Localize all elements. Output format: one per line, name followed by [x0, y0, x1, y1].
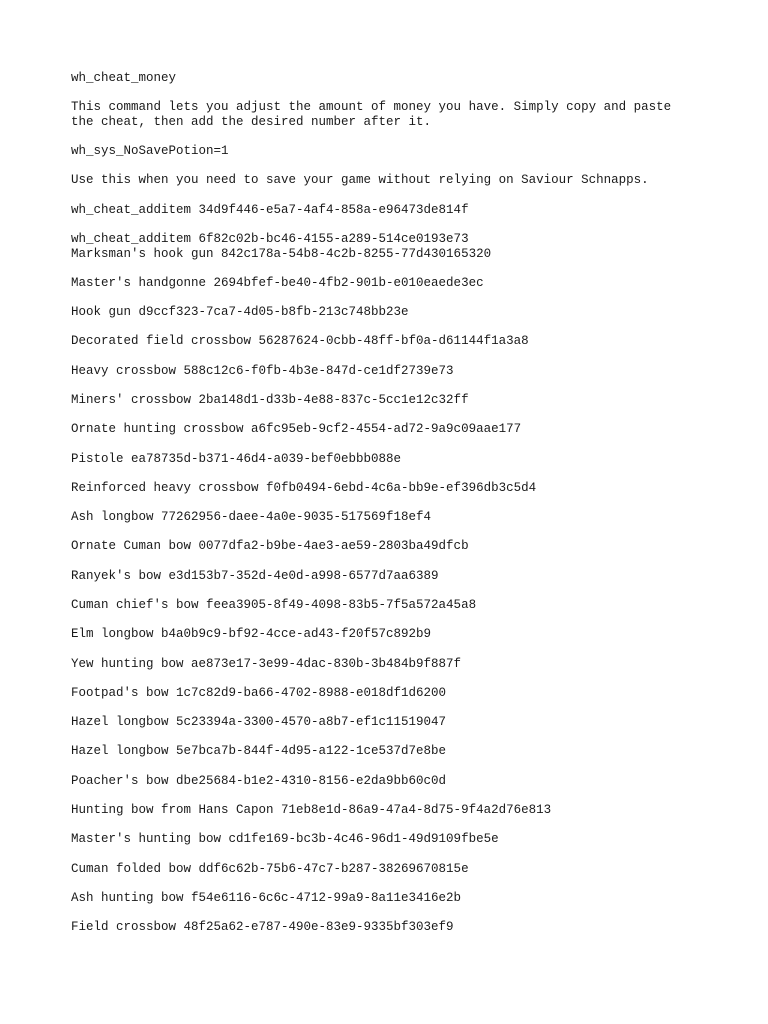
- text-paragraph: [71, 481, 731, 496]
- text-paragraph: [71, 715, 731, 730]
- text-line: Hazel longbow 5e7bca7b-844f-4d95-a122-1ce537d7e8be: [71, 744, 447, 759]
- text-paragraph: [71, 891, 731, 906]
- text-line: Heavy crossbow 588c12c6-f0fb-4b3e-847d-ce1df2739e73: [71, 363, 454, 378]
- text-paragraph: [71, 276, 731, 291]
- text-line: Hunting bow from Hans Capon 71eb8e1d-86a9-47a4-8d75-9f4a2d76e813: [71, 802, 552, 817]
- text-line: Cuman folded bow ddf6c62b-75b6-47c7-b287-38269670815e: [71, 861, 469, 876]
- text-paragraph: [71, 920, 731, 935]
- text-line: Master's hunting bow cd1fe169-bc3b-4c46-96d1-49d9109fbe5e: [71, 832, 499, 847]
- text-line: Use this when you need to save your game without relying on Saviour Schnapps.: [71, 173, 649, 188]
- text-paragraph: [71, 774, 731, 789]
- text-line: Poacher's bow dbe25684-b1e2-4310-8156-e2da9bb60c0d: [71, 773, 447, 788]
- text-paragraph: [71, 803, 731, 818]
- text-line: Ash hunting bow f54e6116-6c6c-4712-99a9-8a11e3416e2b: [71, 890, 462, 905]
- text-line: the cheat, then add the desired number after it.: [71, 114, 432, 129]
- text-line: Ornate hunting crossbow a6fc95eb-9cf2-4554-ad72-9a9c09aae177: [71, 422, 522, 437]
- text-line: Ornate Cuman bow 0077dfa2-b9be-4ae3-ae59-2803ba49dfcb: [71, 539, 469, 554]
- text-paragraph: [71, 173, 731, 188]
- text-line: Master's handgonne 2694bfef-be40-4fb2-901b-e010eaede3ec: [71, 275, 484, 290]
- text-paragraph: [71, 232, 731, 261]
- text-paragraph: [71, 862, 731, 877]
- text-line: wh_cheat_additem 34d9f446-e5a7-4af4-858a-e96473de814f: [71, 202, 469, 217]
- text-paragraph: [71, 686, 731, 701]
- text-line: Hook gun d9ccf323-7ca7-4d05-b8fb-213c748bb23e: [71, 305, 409, 320]
- text-paragraph: [71, 510, 731, 525]
- text-paragraph: [71, 744, 731, 759]
- text-paragraph: [71, 334, 731, 349]
- text-line: Reinforced heavy crossbow f0fb0494-6ebd-4c6a-bb9e-ef396db3c5d4: [71, 480, 537, 495]
- text-paragraph: [71, 422, 731, 437]
- text-line: Marksman's hook gun 842c178a-54b8-4c2b-8255-77d430165320: [71, 246, 492, 261]
- text-paragraph: [71, 71, 731, 86]
- text-line: wh_cheat_additem 6f82c02b-bc46-4155-a289-514ce0193e73: [71, 232, 469, 246]
- text-line: wh_cheat_money: [71, 71, 177, 85]
- text-line: Hazel longbow 5c23394a-3300-4570-a8b7-ef1c11519047: [71, 715, 447, 730]
- text-line: Footpad's bow 1c7c82d9-ba66-4702-8988-e018df1d6200: [71, 685, 447, 700]
- text-paragraph: [71, 203, 731, 218]
- text-paragraph: [71, 364, 731, 379]
- text-line: Yew hunting bow ae873e17-3e99-4dac-830b-3b484b9f887f: [71, 656, 462, 671]
- text-line: wh_sys_NoSavePotion=1: [71, 144, 229, 159]
- text-line: Pistole ea78735d-b371-46d4-a039-bef0ebbb088e: [71, 451, 402, 466]
- text-line: Ranyek's bow e3d153b7-352d-4e0d-a998-6577d7aa6389: [71, 568, 439, 583]
- text-line: Elm longbow b4a0b9c9-bf92-4cce-ad43-f20f57c892b9: [71, 627, 432, 642]
- text-paragraph: [71, 305, 731, 320]
- text-paragraph: [71, 393, 731, 408]
- text-paragraph: [71, 598, 731, 613]
- text-line: Field crossbow 48f25a62-e787-490e-83e9-9335bf303ef9: [71, 920, 454, 935]
- text-paragraph: [71, 657, 731, 672]
- text-paragraph: [71, 832, 731, 847]
- text-paragraph: [71, 452, 731, 467]
- text-paragraph: [71, 569, 731, 584]
- text-paragraph: [71, 144, 731, 159]
- text-line: Decorated field crossbow 56287624-0cbb-48ff-bf0a-d61144f1a3a8: [71, 334, 529, 349]
- text-paragraph: [71, 100, 731, 129]
- text-paragraph: [71, 539, 731, 554]
- text-line: Miners' crossbow 2ba148d1-d33b-4e88-837c-5cc1e12c32ff: [71, 393, 469, 407]
- text-line: Cuman chief's bow feea3905-8f49-4098-83b5-7f5a572a45a8: [71, 597, 477, 612]
- document-page: [71, 71, 731, 949]
- text-paragraph: [71, 627, 731, 642]
- text-line: Ash longbow 77262956-daee-4a0e-9035-517569f18ef4: [71, 510, 432, 525]
- text-line: This command lets you adjust the amount of money you have. Simply copy and paste: [71, 100, 672, 115]
